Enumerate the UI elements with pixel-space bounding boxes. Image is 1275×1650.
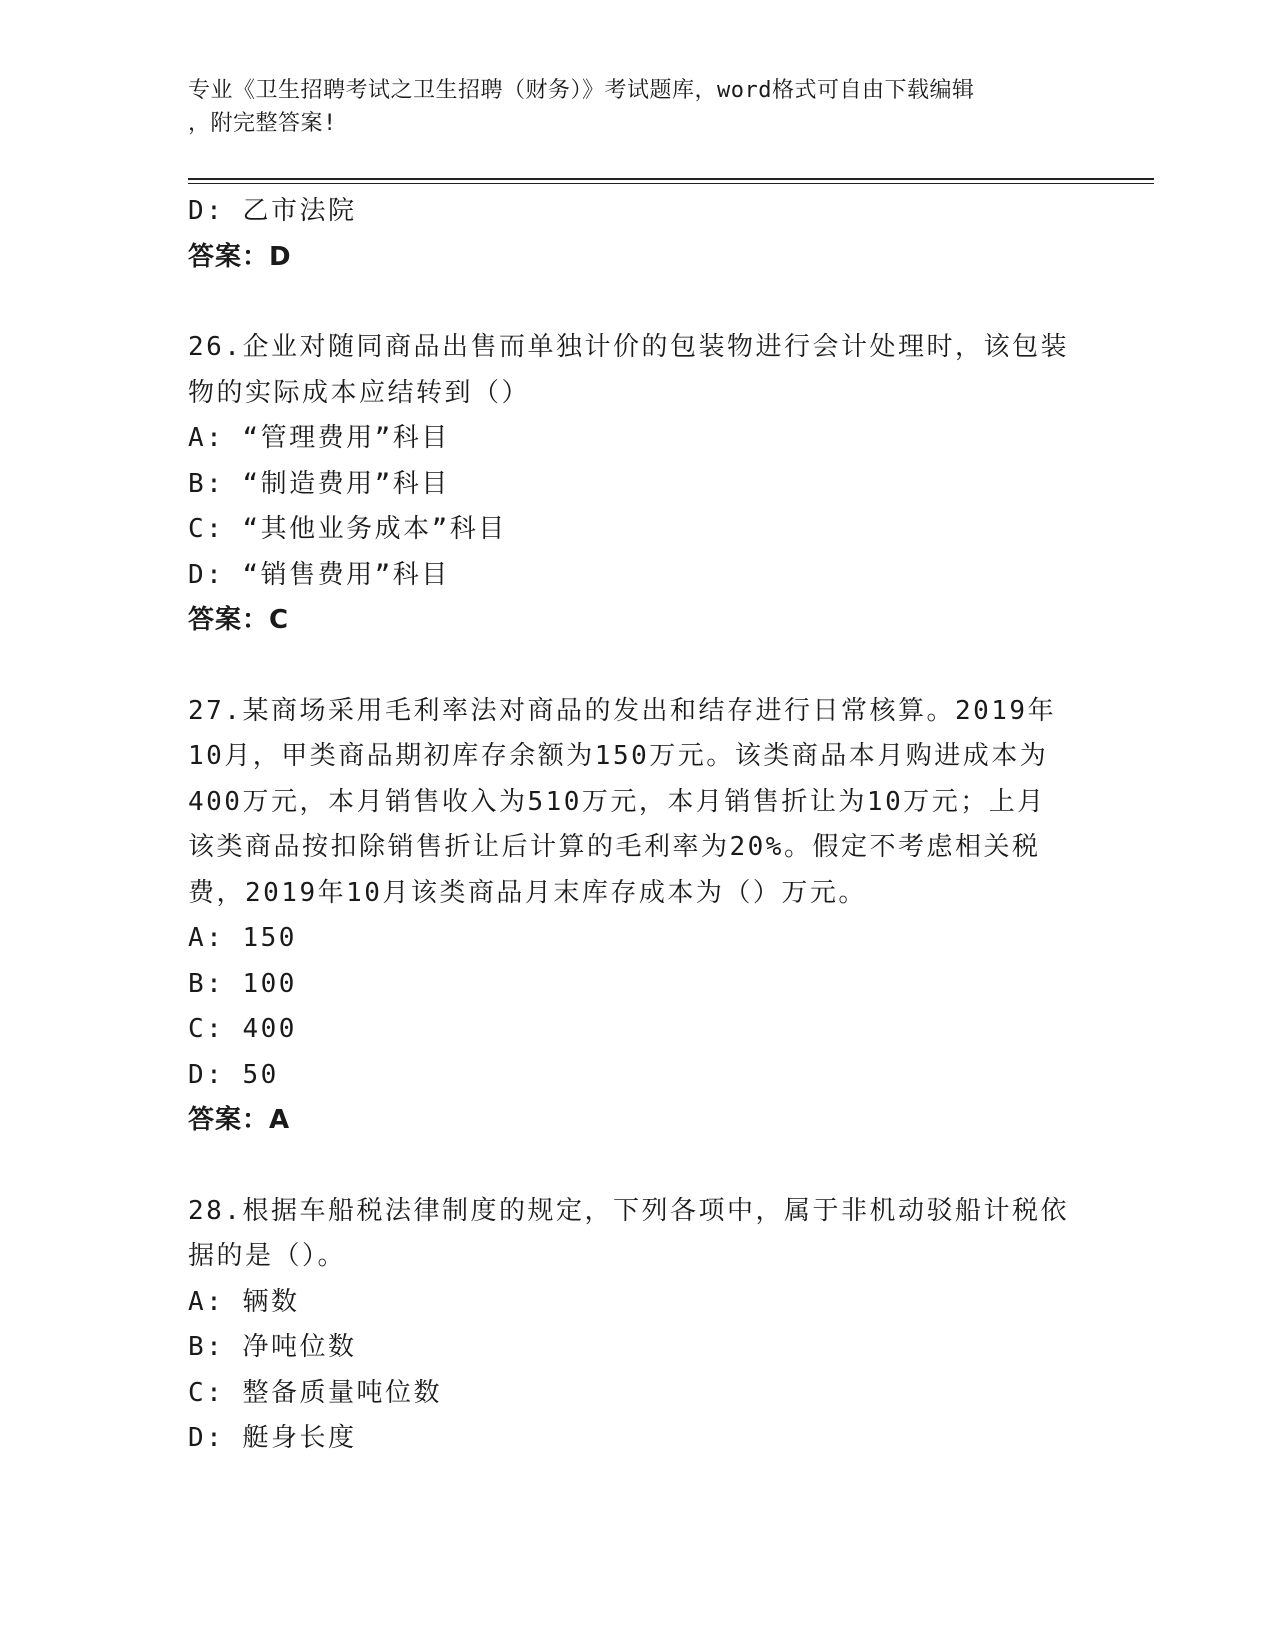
option-d: D: 艇身长度 [188, 1423, 357, 1453]
document-header [188, 74, 1088, 140]
option-b: B: “制造费用”科目 [188, 468, 450, 499]
question-28 [188, 1189, 1088, 1462]
answer: 答案：C [188, 605, 290, 635]
question-stem: 物的实际成本应结转到（） [188, 377, 531, 408]
option-a: A: 150 [188, 923, 297, 953]
spacer [188, 280, 1088, 325]
header-divider-thick [188, 178, 1154, 180]
answer: 答案：A [188, 1105, 291, 1135]
question-27 [188, 689, 1088, 1144]
option-c: C: 400 [188, 1014, 297, 1044]
question-stem: 费，2019年10月该类商品月末库存成本为（）万元。 [188, 877, 867, 908]
option-c: C: 整备质量吨位数 [188, 1377, 442, 1408]
option-d: D: 乙市法院 [188, 196, 357, 226]
header-line-1: 专业《卫生招聘考试之卫生招聘（财务）》考试题库，word格式可自由下载编辑 [188, 78, 975, 103]
question-stem: 26.企业对随同商品出售而单独计价的包装物进行会计处理时，该包装 [188, 332, 1069, 362]
question-list [188, 189, 1088, 1462]
question-stem: 10月，甲类商品期初库存余额为150万元。该类商品本月购进成本为 [188, 741, 1049, 771]
option-b: B: 净吨位数 [188, 1332, 357, 1362]
question-stem: 据的是（）。 [188, 1241, 347, 1271]
option-d: D: 50 [188, 1059, 279, 1090]
question-stem: 28.根据车船税法律制度的规定，下列各项中，属于非机动驳船计税依 [188, 1195, 1069, 1226]
question-stem: 400万元，本月销售收入为510万元，本月销售折让为10万元；上月 [188, 786, 1046, 817]
spacer [188, 644, 1088, 689]
option-a: A: 辆数 [188, 1286, 300, 1317]
question-25-tail [188, 189, 1088, 280]
answer: 答案：D [188, 241, 292, 272]
question-stem: 27.某商场采用毛利率法对商品的发出和结存进行日常核算。2019年 [188, 695, 1057, 726]
spacer [188, 1144, 1088, 1189]
option-a: A: “管理费用”科目 [188, 423, 450, 453]
question-stem: 该类商品按扣除销售折让后计算的毛利率为20%。假定不考虑相关税 [188, 832, 1041, 862]
option-c: C: “其他业务成本”科目 [188, 514, 507, 544]
option-b: B: 100 [188, 968, 297, 999]
question-26 [188, 325, 1088, 644]
header-divider-thin [188, 183, 1154, 184]
option-d: D: “销售费用”科目 [188, 559, 450, 590]
header-line-2: ，附完整答案! [188, 111, 337, 136]
